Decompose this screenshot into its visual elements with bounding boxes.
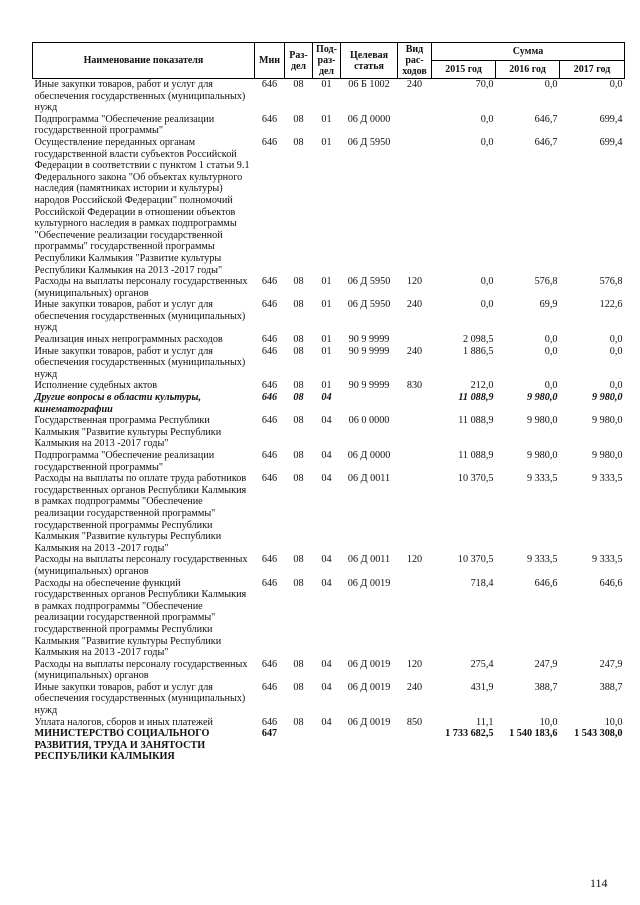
cell-2015: 275,4 xyxy=(470,658,494,670)
cell-vid: 240 xyxy=(406,299,423,311)
cell-min: 646 xyxy=(261,136,278,148)
cell-min: 646 xyxy=(261,415,278,427)
col-header-min: Мин xyxy=(255,43,285,79)
cell-2016: 0,0 xyxy=(544,79,558,90)
cell-2017: 0,0 xyxy=(609,334,623,346)
cell-2016: 576,8 xyxy=(534,276,558,288)
cell-2015: 718,4 xyxy=(470,577,494,589)
cell-razdel: 08 xyxy=(293,473,304,485)
cell-2016: 0,0 xyxy=(544,345,558,357)
cell-name: Расходы на выплаты персоналу государственных (муниципальных) органов xyxy=(34,554,248,577)
cell-target: 06 Д 5950 xyxy=(347,276,391,288)
cell-2017: 576,8 xyxy=(599,276,623,288)
cell-razdel: 08 xyxy=(293,136,304,148)
document-page xyxy=(32,42,624,763)
page-number: 114 xyxy=(590,876,608,890)
cell-min: 646 xyxy=(261,681,278,693)
col-header-2016: 2016 год xyxy=(496,61,560,79)
cell-2016: 646,6 xyxy=(534,577,558,589)
cell-min: 646 xyxy=(261,716,278,728)
cell-target: 06 Б 1002 xyxy=(348,79,390,90)
cell-target xyxy=(341,392,398,415)
cell-2015: 11 088,9 xyxy=(458,415,494,427)
cell-2016: 9 333,5 xyxy=(526,473,558,485)
cell-2016: 646,7 xyxy=(534,113,558,125)
table-row xyxy=(33,346,625,381)
cell-razdel: 08 xyxy=(293,79,304,90)
table-row xyxy=(33,728,625,763)
cell-2016: 10,0 xyxy=(539,716,558,728)
cell-2016: 1 540 183,6 xyxy=(509,728,558,740)
cell-podrazdel: 04 xyxy=(321,473,332,485)
cell-podrazdel: 04 xyxy=(321,577,332,589)
cell-min: 646 xyxy=(261,554,278,566)
table-row xyxy=(33,79,625,114)
cell-razdel: 08 xyxy=(293,334,304,346)
cell-target: 06 Д 0019 xyxy=(347,716,391,728)
cell-name: Уплата налогов, сборов и иных платежей xyxy=(34,716,213,728)
cell-2015: 2 098,5 xyxy=(462,334,494,346)
cell-name: Подпрограмма "Обеспечение реализации государственной программы" xyxy=(34,450,215,473)
col-header-sum: Сумма xyxy=(432,43,625,61)
cell-vid: 120 xyxy=(406,658,423,670)
col-header-podrazdel: Под- раз- дел xyxy=(313,43,341,79)
cell-min: 646 xyxy=(261,577,278,589)
cell-2016: 9 980,0 xyxy=(526,450,558,461)
cell-min: 646 xyxy=(261,380,278,392)
cell-min: 646 xyxy=(261,334,278,346)
cell-podrazdel: 04 xyxy=(321,415,332,427)
cell-min: 646 xyxy=(261,299,278,311)
cell-2017: 122,6 xyxy=(599,299,623,311)
cell-podrazdel: 01 xyxy=(321,334,332,346)
cell-2015: 11,1 xyxy=(476,716,494,728)
cell-2015: 10 370,5 xyxy=(457,473,494,485)
cell-min: 646 xyxy=(261,113,278,125)
cell-2015: 1 733 682,5 xyxy=(445,728,494,740)
cell-2017: 9 980,0 xyxy=(591,392,623,404)
col-header-target: Целевая статья xyxy=(341,43,398,79)
cell-target: 06 Д 0011 xyxy=(347,554,391,566)
cell-name: Расходы на обеспечение функций государственных органов Республики Калмыкия в рамках подпрограммы "Обеспечение реализации государственной программы" государственной программы Республики Калмыкия "Развитие культуры Республики Калмыкия на 2013 -2017 годы" xyxy=(34,577,247,659)
cell-2015: 11 088,9 xyxy=(458,392,494,404)
cell-target: 06 Д 0000 xyxy=(347,450,391,461)
cell-2015: 70,0 xyxy=(475,79,494,90)
cell-target: 06 0 0000 xyxy=(348,415,390,427)
table-row xyxy=(33,380,625,392)
cell-2015: 1 886,5 xyxy=(462,345,494,357)
cell-2016: 9 980,0 xyxy=(526,392,558,404)
cell-2017: 388,7 xyxy=(599,681,623,693)
table-row xyxy=(33,682,625,717)
cell-vid xyxy=(398,114,432,137)
cell-vid: 120 xyxy=(406,276,423,288)
cell-2015: 0,0 xyxy=(480,136,494,148)
cell-2015: 10 370,5 xyxy=(457,554,494,566)
cell-name: Расходы на выплаты персоналу государственных (муниципальных) органов xyxy=(34,276,248,299)
table-row xyxy=(33,473,625,554)
cell-vid: 850 xyxy=(406,716,423,728)
cell-razdel: 08 xyxy=(293,450,304,461)
cell-target: 06 Д 0019 xyxy=(347,577,391,589)
cell-vid: 830 xyxy=(406,380,423,392)
cell-min: 646 xyxy=(261,79,278,90)
cell-2016: 388,7 xyxy=(534,681,558,693)
cell-podrazdel: 01 xyxy=(321,113,332,125)
cell-podrazdel: 01 xyxy=(321,380,332,392)
cell-target: 06 Д 5950 xyxy=(347,299,391,311)
cell-2017: 1 543 308,0 xyxy=(574,728,623,740)
cell-2017: 247,9 xyxy=(599,658,623,670)
cell-min: 646 xyxy=(261,450,278,461)
cell-vid xyxy=(398,334,432,346)
header-row-1 xyxy=(33,43,625,61)
cell-podrazdel: 01 xyxy=(321,79,332,90)
cell-vid: 240 xyxy=(406,681,423,693)
cell-name: Осуществление переданных органам государственной власти субъектов Российской Федерации в соответствии с пунктом 1 статьи 9.1 Федерального закона "Об объектах культурного наследия (памятниках истории и культуры) народов Российской Федерации" полномочий Российской Федерации в отношении объектов культурного наследия в рамках подпрограммы "Обеспечение реализации государственной программы" государственной программы Республики Калмыкия "Развитие культуры Республики Калмыкия на 2013 -2017 годы" xyxy=(34,136,250,276)
cell-name: МИНИСТЕРСТВО СОЦИАЛЬНОГО РАЗВИТИЯ, ТРУДА И ЗАНЯТОСТИ РЕСПУБЛИКИ КАЛМЫКИЯ xyxy=(34,728,210,763)
cell-2016: 0,0 xyxy=(544,334,558,346)
cell-vid: 240 xyxy=(406,79,423,90)
cell-podrazdel: 04 xyxy=(321,554,332,566)
cell-min: 646 xyxy=(261,473,278,485)
cell-2017: 0,0 xyxy=(609,79,623,90)
table-row xyxy=(33,415,625,450)
cell-target: 06 Д 0019 xyxy=(347,658,391,670)
cell-name: Иные закупки товаров, работ и услуг для обеспечения государственных (муниципальных) нужд xyxy=(34,299,246,334)
cell-name: Иные закупки товаров, работ и услуг для обеспечения государственных (муниципальных) нужд xyxy=(34,681,246,717)
table-body xyxy=(33,79,625,764)
cell-min: 646 xyxy=(261,658,278,670)
cell-target: 06 Д 0019 xyxy=(347,681,391,693)
col-header-name: Наименование показателя xyxy=(33,43,255,79)
cell-2016: 247,9 xyxy=(534,658,558,670)
cell-target: 90 9 9999 xyxy=(348,334,390,346)
cell-vid: 240 xyxy=(406,345,423,357)
cell-2016: 69,9 xyxy=(539,299,558,311)
cell-min: 646 xyxy=(261,276,278,288)
table-row xyxy=(33,450,625,473)
cell-podrazdel: 01 xyxy=(321,345,332,357)
cell-name: Расходы на выплаты персоналу государственных (муниципальных) органов xyxy=(34,658,248,682)
cell-name: Иные закупки товаров, работ и услуг для обеспечения государственных (муниципальных) нужд xyxy=(34,345,246,380)
cell-name: Другие вопросы в области культуры, кинематографии xyxy=(34,392,202,415)
table-row xyxy=(33,334,625,346)
cell-vid xyxy=(398,137,432,276)
cell-target: 06 Д 0011 xyxy=(347,473,391,485)
cell-name: Расходы на выплаты по оплате труда работников государственных органов Республики Калмыкия в рамках подпрограммы "Обеспечение реализации государственной программы" государственной программы Республики Калмыкия "Развитие культуры Республики Калмыкия на 2013 -2017 годы" xyxy=(34,473,247,554)
cell-2017: 9 333,5 xyxy=(591,473,623,485)
cell-2017: 699,4 xyxy=(599,136,623,148)
cell-target: 90 9 9999 xyxy=(348,380,390,392)
cell-vid xyxy=(398,415,432,450)
table-row xyxy=(33,137,625,276)
cell-2015: 0,0 xyxy=(480,299,494,311)
cell-2017: 0,0 xyxy=(609,345,623,357)
budget-table xyxy=(32,42,625,763)
col-header-2015: 2015 год xyxy=(432,61,496,79)
cell-razdel: 08 xyxy=(293,299,304,311)
cell-razdel: 08 xyxy=(293,658,304,670)
cell-vid xyxy=(398,578,432,659)
cell-2016: 646,7 xyxy=(534,136,558,148)
cell-podrazdel: 01 xyxy=(321,276,332,288)
table-row xyxy=(33,299,625,334)
table-row xyxy=(33,392,625,415)
table-row xyxy=(33,276,625,299)
cell-name: Реализация иных непрограммных расходов xyxy=(34,334,223,346)
cell-razdel: 08 xyxy=(293,716,304,728)
cell-2017: 0,0 xyxy=(609,380,623,392)
cell-2015: 11 088,9 xyxy=(458,450,494,461)
cell-name: Иные закупки товаров, работ и услуг для обеспечения государственных (муниципальных) нужд xyxy=(34,79,246,114)
cell-min: 647 xyxy=(261,728,278,740)
cell-2015: 0,0 xyxy=(480,276,494,288)
cell-podrazdel: 04 xyxy=(321,392,332,404)
table-row xyxy=(33,717,625,729)
table-row xyxy=(33,114,625,137)
col-header-vid: Вид рас- ходов xyxy=(398,43,432,79)
cell-podrazdel: 04 xyxy=(321,450,332,461)
cell-target xyxy=(341,728,398,763)
table-row xyxy=(33,578,625,659)
cell-2016: 9 980,0 xyxy=(526,415,558,427)
cell-razdel: 08 xyxy=(293,113,304,125)
cell-target: 90 9 9999 xyxy=(348,345,390,357)
cell-razdel: 08 xyxy=(293,415,304,427)
cell-podrazdel: 04 xyxy=(321,658,332,670)
cell-2017: 646,6 xyxy=(599,577,623,589)
cell-2017: 9 980,0 xyxy=(591,415,623,427)
cell-razdel: 08 xyxy=(293,380,304,392)
cell-vid xyxy=(398,728,432,763)
cell-target: 06 Д 0000 xyxy=(347,113,391,125)
cell-name: Государственная программа Республики Калмыкия "Развитие культуры Республики Калмыкия на 2013 -2017 годы" xyxy=(34,415,222,450)
cell-target: 06 Д 5950 xyxy=(347,136,391,148)
cell-2017: 9 980,0 xyxy=(591,450,623,461)
table-row xyxy=(33,554,625,577)
cell-2015: 431,9 xyxy=(470,681,494,693)
cell-podrazdel: 04 xyxy=(321,716,332,728)
cell-podrazdel xyxy=(313,728,341,763)
cell-2017: 9 333,5 xyxy=(591,554,623,566)
cell-podrazdel: 01 xyxy=(321,299,332,311)
cell-razdel: 08 xyxy=(293,392,304,404)
cell-name: Подпрограмма "Обеспечение реализации государственной программы" xyxy=(34,113,215,137)
cell-vid xyxy=(398,392,432,415)
table-row xyxy=(33,659,625,682)
cell-2016: 9 333,5 xyxy=(526,554,558,566)
cell-razdel: 08 xyxy=(293,276,304,288)
cell-min: 646 xyxy=(261,345,278,357)
cell-podrazdel: 04 xyxy=(321,681,332,693)
cell-podrazdel: 01 xyxy=(321,136,332,148)
cell-vid xyxy=(398,473,432,554)
cell-2017: 10,0 xyxy=(604,716,623,728)
cell-2016: 0,0 xyxy=(544,380,558,392)
col-header-razdel: Раз- дел xyxy=(285,43,313,79)
cell-vid xyxy=(398,450,432,473)
cell-name: Исполнение судебных актов xyxy=(34,380,158,392)
cell-razdel xyxy=(285,728,313,763)
cell-vid: 120 xyxy=(406,554,423,566)
cell-razdel: 08 xyxy=(293,577,304,589)
cell-razdel: 08 xyxy=(293,554,304,566)
cell-2015: 0,0 xyxy=(480,113,494,125)
cell-2015: 212,0 xyxy=(470,380,494,392)
cell-2017: 699,4 xyxy=(599,113,623,125)
cell-razdel: 08 xyxy=(293,345,304,357)
cell-min: 646 xyxy=(261,392,278,404)
cell-razdel: 08 xyxy=(293,681,304,693)
col-header-2017: 2017 год xyxy=(560,61,625,79)
